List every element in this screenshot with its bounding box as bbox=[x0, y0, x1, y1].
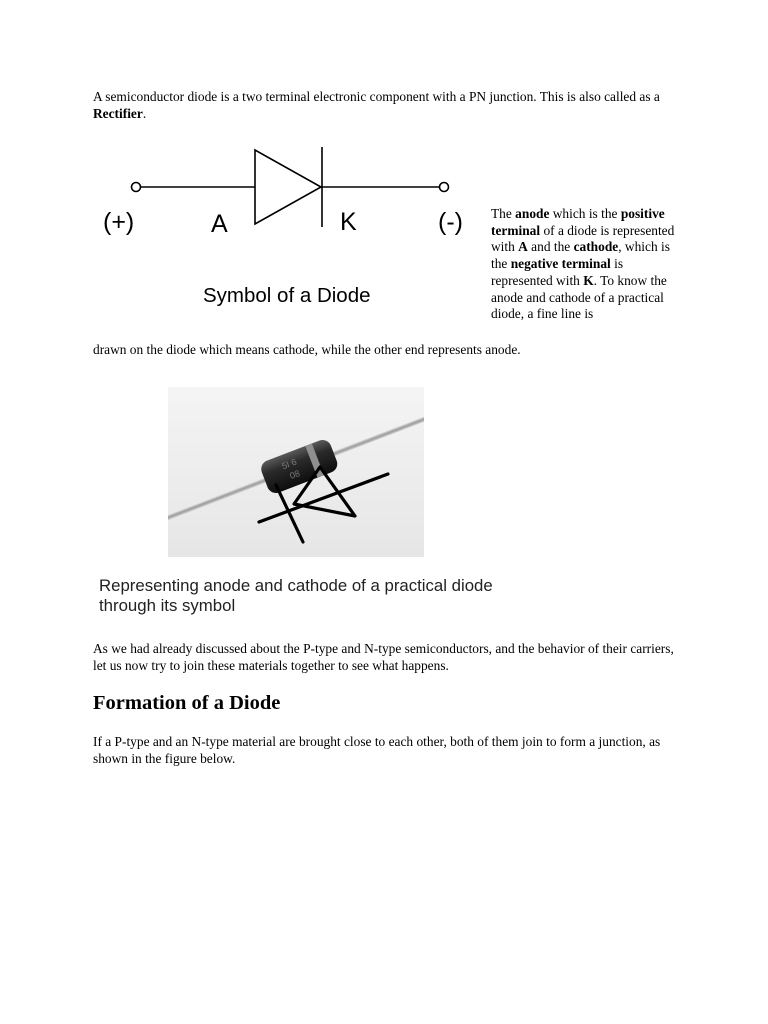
diode-symbol-figure bbox=[95, 140, 480, 320]
positive-terminal-term: positive terminal bbox=[491, 206, 665, 238]
section-heading: Formation of a Diode bbox=[93, 692, 281, 714]
diode-marking-2: 08 bbox=[288, 468, 302, 482]
cathode-terminal-circle bbox=[440, 183, 449, 192]
diode-marking-1: 5I 6 bbox=[280, 456, 298, 472]
junction-paragraph: If a P-type and an N-type material are brought close to each other, both of them join to form a junction, as shown in the figure below. bbox=[93, 734, 661, 766]
anode-cathode-paragraph bbox=[491, 206, 681, 323]
text-run: The bbox=[491, 206, 516, 221]
anode-letter-term: A bbox=[518, 239, 528, 255]
photo-caption bbox=[99, 576, 519, 616]
text-run: is represented with bbox=[491, 256, 624, 288]
rectifier-term: Rectifier bbox=[93, 106, 143, 121]
carriers-paragraph: As we had already discussed about the P-type and N-type semiconductors, and the behavior of their carriers, let us now try to join these materials together to see what happens. bbox=[93, 641, 674, 673]
continuation-line: drawn on the diode which means cathode, while the other end represents anode. bbox=[93, 342, 521, 357]
text-run: , which is the bbox=[491, 239, 670, 272]
text-run: . To know the anode and cathode of a practical diode, a fine line is bbox=[491, 272, 667, 322]
text-run: of a diode is represented with bbox=[491, 222, 675, 255]
diode-triangle bbox=[255, 150, 321, 224]
positive-sign-label: (+) bbox=[103, 208, 135, 236]
intro-paragraph bbox=[93, 88, 677, 122]
negative-terminal-term: negative terminal bbox=[510, 256, 611, 272]
text-run: and the bbox=[527, 239, 574, 255]
symbol-caption: Symbol of a Diode bbox=[203, 284, 371, 307]
diode-symbol-drawing bbox=[132, 147, 449, 227]
intro-period: . bbox=[142, 106, 147, 121]
intro-text: A semiconductor diode is a two terminal electronic component with a PN junction. This is also called as a bbox=[93, 89, 660, 104]
cathode-letter-label: K bbox=[340, 208, 357, 236]
negative-sign-label: (-) bbox=[438, 208, 463, 236]
photo-caption-line-1: Representing anode and cathode of a practical diode bbox=[99, 576, 493, 595]
text-run: which is the bbox=[549, 206, 621, 221]
practical-diode-photo bbox=[168, 387, 424, 557]
anode-letter-label: A bbox=[211, 210, 228, 238]
cathode-letter-term: K bbox=[583, 272, 594, 288]
anode-term: anode bbox=[515, 206, 550, 221]
anode-terminal-circle bbox=[132, 183, 141, 192]
cathode-term: cathode bbox=[573, 239, 619, 255]
photo-caption-line-2: through its symbol bbox=[99, 596, 236, 615]
